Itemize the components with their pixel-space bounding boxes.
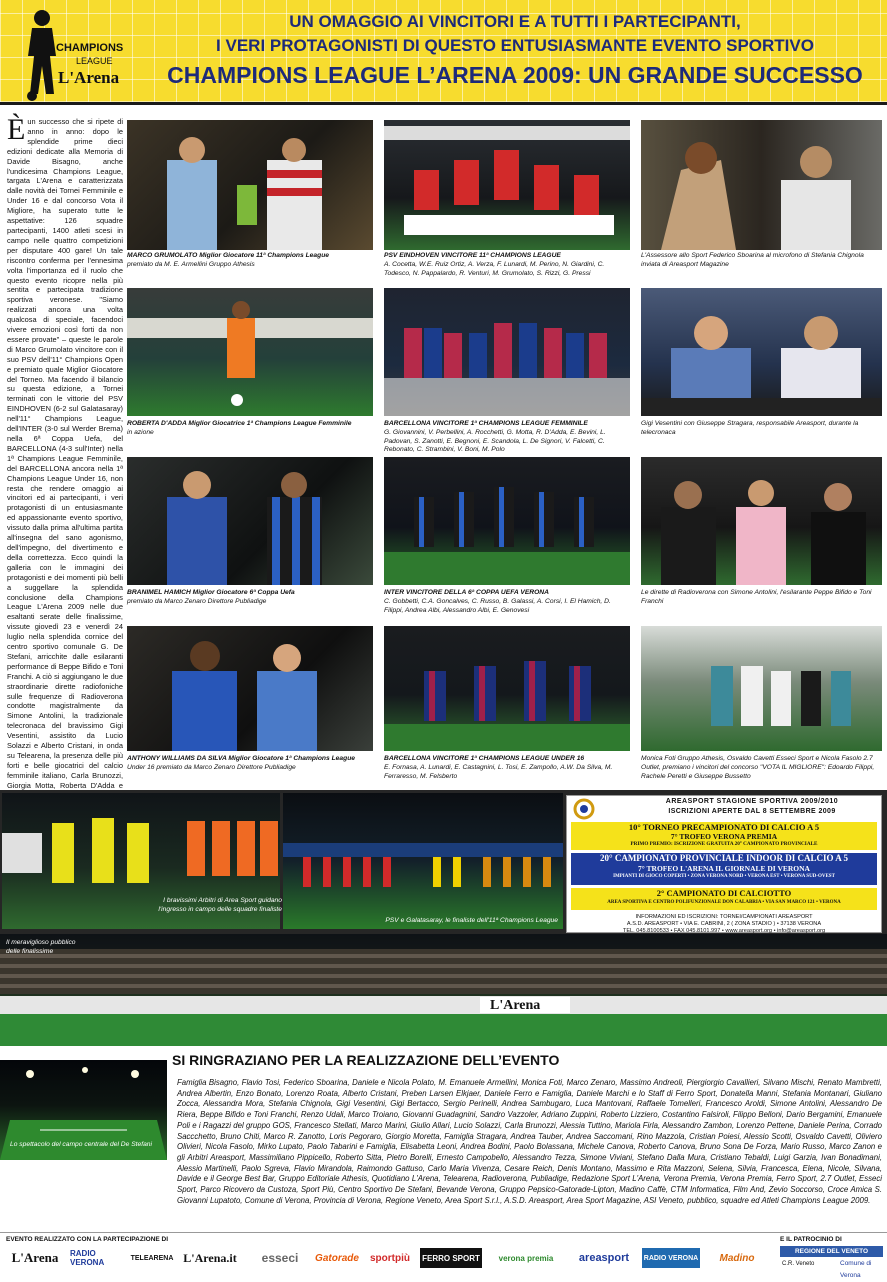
logo-arena: L'Arena	[11, 1250, 59, 1265]
photo-audience-scene	[0, 934, 887, 1046]
caption-6: Gigi Vesentini con Giuseppe Stragara, responsabile Areasport, durante la telecronaca	[641, 420, 859, 436]
caption-stadium: Lo spettacolo del campo centrale del De Stefani	[10, 1141, 153, 1148]
photo-stadium	[0, 1060, 167, 1160]
caption-5: BARCELLONA VINCITORE 1ª CHAMPIONS LEAGUE FEMMINILE G. Giovannini, V. Perbellini, A. Rocchetti, G. Motta, R. D'Adda, E. Bevini, L. Padovan, S. Zanotti, E. Begnoni, E. Scandola, L. De Signori, V. Falcetti, C. Rebonato, C. Strambini, V. Boni, M. Polo	[384, 420, 606, 454]
photo-radioverona	[641, 457, 882, 585]
headline-1: UN OMAGGIO AI VINCITORI E A TUTTI I PARTECIPANTI,	[289, 12, 741, 31]
caption-8: INTER VINCITORE DELLA 6ª COPPA UEFA VERONA C. Gobbetti, C.A. Goncalves, C. Russo, B. Galassi, A. Corsi, I. El Hamich, D. Filippi, Andrea Albi, Alessandro Albi, E. Genovesi	[384, 589, 611, 614]
box2-line3: IMPIANTI DI GIOCO COPERTI • ZONA VERONA NORD • VERONA EST • VERONA SUD-OVEST	[613, 874, 835, 879]
photo-dadda	[127, 288, 373, 416]
box3-line2: AREA SPORTIVA E CENTRO POLIFUNZIONALE DON CALABRIA • VIA SAN MARCO 121 • VERONA	[607, 900, 841, 905]
photo-psv-team	[384, 120, 630, 250]
logo-ferrosport: FERRO SPORT	[420, 1248, 482, 1268]
logo-esseci: esseci	[261, 1251, 299, 1265]
photo-referees	[2, 793, 280, 929]
caption-12: Monica Foti Gruppo Athesis, Osvaldo Cavetti Esseci Sport e Nicola Fasolo 2.7 Outlet, premiano i vincitori del concorso "VOTA IL MIGLIORE": Edoardo Filippi, Rachele Peretti e Giuseppe Bussetto	[641, 755, 875, 780]
logo-line2: LEAGUE	[76, 56, 113, 66]
box1-line2: 7° TROFEO VERONA PREMIA	[670, 832, 778, 841]
registration-box	[566, 795, 882, 933]
photo-barcellona-femminile	[384, 288, 630, 416]
caption-11: BARCELLONA VINCITORE 1ª CHAMPIONS LEAGUE UNDER 16 E. Fornasa, A. Lunardi, E. Castagnini, L. Tosi, E. Zampollo, A.W. Da Silva, M. Ferraresso, M. Felsberto	[384, 755, 613, 780]
arena-banner: L'Arena	[490, 998, 541, 1013]
caption-7: BRANIMEL HAMICH Miglior Giocatore 6ª Coppa Uefa premiato da Marco Zenaro Direttore Publiadige	[127, 589, 295, 605]
caption-2: PSV EINDHOVEN VINCITORE 11ª CHAMPIONS LEAGUE A. Cocetta, W.E. Ruiz Ortiz, A. Verza, F. Lunardi, M. Perino, N. Giardini, C. Todesco, N. Pappalardo, R. Venturi, M. Grumolato, S. Rizzi, G. Pressi	[384, 252, 605, 277]
drop-cap: È	[7, 113, 26, 146]
photo-vota-il-migliore	[641, 626, 882, 751]
registration-subtitle: ISCRIZIONI APERTE DAL 8 SETTEMBRE 2009	[668, 808, 836, 815]
logo-areasport: areasport	[578, 1252, 630, 1264]
logo-gatorade: Gatorade	[315, 1252, 359, 1264]
headline-3: CHAMPIONS LEAGUE L’ARENA 2009: UN GRANDE SUCCESSO	[167, 62, 863, 88]
photo-vesentini-figures	[641, 288, 882, 416]
tournament-box-2	[571, 853, 877, 885]
caption-10: ANTHONY WILLIAMS DA SILVA Miglior Giocatore 1ª Champions League Under 16 premiato da Marco Zenaro Direttore Publiadige	[127, 755, 356, 771]
box2-line1: 20° CAMPIONATO PROVINCIALE INDOOR DI CALCIO A 5	[599, 853, 849, 863]
photo-inter-figures	[384, 457, 630, 585]
caption-audience: Il meraviglioso pubblico delle finalissime	[6, 939, 76, 955]
photo-sboarina-interview	[641, 120, 882, 250]
photo-vesentini	[641, 288, 882, 416]
photo-grumolato-figures	[127, 120, 373, 250]
logo-telearena: TELEARENA	[130, 1254, 174, 1262]
thanks-title: SI RINGRAZIANO PER LA REALIZZAZIONE DELL’EVENTO	[172, 1052, 560, 1068]
photo-radio-figures	[641, 457, 882, 585]
photo-barcellona-u16	[384, 626, 630, 751]
logo-line1: CHAMPIONS	[56, 42, 124, 54]
areasport-logo-icon	[573, 798, 619, 820]
sponsor-label: EVENTO REALIZZATO CON LA PARTECIPAZIONE DI	[6, 1236, 169, 1243]
champions-league-logo	[14, 4, 134, 102]
patron-label: E IL PATROCINIO DI	[780, 1236, 842, 1243]
logo-regione-veneto: REGIONE DEL VENETO	[780, 1246, 883, 1257]
page-header	[0, 0, 887, 105]
photo-interview-figures	[641, 120, 882, 250]
box1-line3: PRIMO PREMIO: ISCRIZIONE GRATUITA 20° CAMPIONATO PROVINCIALE	[630, 841, 818, 847]
caption-referees: I bravissimi Arbitri di Area Sport guidano l'ingresso in campo delle squadre finaliste	[158, 897, 282, 913]
logo-radioverona-2: RADIO VERONA	[642, 1248, 700, 1268]
logo-madino: Madino	[719, 1252, 755, 1264]
photo-hamich-figures	[127, 457, 373, 585]
caption-psv-galatasaray: PSV e Galatasaray, le finaliste dell'11ª Champions League	[385, 917, 558, 924]
caption-9: Le dirette di Radioverona con Simone Antolini, l'esilarante Peppe Bifido e Toni Franchi	[641, 589, 872, 605]
thanks-text: Famiglia Bisagno, Flavio Tosi, Federico Sboarina, Daniele e Nicola Polato, M. Emanuele Armellini, Monica Foti, Marco Zenaro, Massimo Andreoli, Piergiorgio Cavallieri, Silvano Mischi, Renato Mambretti, Andrea Albertin, Enzo Bonato, Lorenzo Roata, Alberto Cristani, Preben Larsen Elkjaer, Daniele Ferro e Famiglia, Daniele Marchi e lo Staff di Ferro Sport, Donatella Manni, Stefania Montanari, Giuliano Zocca, Alessandra Mora, Stefania Chignola, Gigi Vesentini, Gigi Bertacco, Sergio Perinelli, Andrea Sambugaro, Luca Mantovani, Raffaele Tomelleri, Francesco Aroldi, Simone Antolini, Alessandro De Riera, Beppe Bifido e Toni Franchi, Renzo Udali, Marco Troiano, Giovanni Guadagnini, Sandro Vazzoler, Adriano Zuppini, Roberto Lizziero, Costantino Falsiroli, Filippo Belloni, Dario Bergamini, Emanuele Poli e i Ragazzi del gruppo GOS, Francesco Stellati, Marco Marini, Giulio Allari, Lucio Solazzi, Carla Brunozzi, Alessia Tuttino, Mariola Firla, Alessandro Zambon, Lorenzo Pettene, Daniele Perina, Corrado Saccchetto, Bruno Chiti, Marco R. Zanotto, Loris Pegoraro, Giorgio Moretta, Famiglia Stragara, Andrea Tauber, Andrea Saccomani, Rino Mazzola, Cristian Poiesi, Alessio Scotti, Osvaldo Cavetti, Oliviero Olivieri, Nicola Fasolo, Mirko Lupato, Paolo Tabarini e Famiglia, Elisabetta Leoni, Andrea Bodini, Paolo Bolassana, Michele Canova, Roberto Canova, Bruno Sona De Forza, Mario Russo, Marco Zanon e gli Arbitri Areasport, Massimiliano Pippicello, Roberto Sitta, Pietro Borelli, Ernesto Campobello, Alessandro Tezza, Simone Viviani, Stefano Dalla Mura, Cristiano Tebaldi, Luigi Garzia, Ivan Bonadimani, Alessio Martinelli, Paolo Sgreva, Flavio Mirandola, Raimondo Gattuso, Carlo Maria Vivenza, Cesare Reich, Denis Montano, Massimo e Rita Mazzoni, Selena, Silvia, Francesca, Elena, Nicole, Silvana, Davide e il George Best Bar, Gruppo Editoriale Athesis, Quotidiano L'Arena, Telearena, Radioverona, Publiadige, Redazione Sport L'Arena, Verona Premia, Verona Premia, Ferro Sport, 2.7 Outlet, Esseci Sport, Parco Ricovero da Custoza, Sport Più, Centro Sportivo De Stefani, Bevande Verona, Gruppo Pepsico-Gatorade-Lipton, Madino Caffè, CTM Informatica, Film And, Zevio Soccorso, Croce Amica S. Giovanni Lupatoto, Comune di Verona, Provincia di Verona, Regione Veneto, Area Sport S.r.l., A.S.D. Areasport, Area Sport Magazine, ASI Veneto, pubblico, squadre ed Atleti Champions League 2009.	[177, 1078, 882, 1205]
photo-da-silva	[127, 626, 373, 751]
registration-info: INFORMAZIONI ED ISCRIZIONI: TORNEI/CAMPIONATI AREASPORT A.S.D. AREASPORT • VIA E. CABRINI, 2 ( ZONA STADIO ) • 37138 VERONA TEL. 045.8100533 • FAX 045.8101.997 • www.areasport.org • info@areasport.org	[622, 914, 826, 934]
photo-vota-figures	[641, 626, 882, 751]
logo-verona-premia: verona premia	[498, 1253, 554, 1263]
caption-1: MARCO GRUMOLATO Miglior Giocatore 11ª Champions League premiato da M. E. Armellini Gruppo Athesis	[127, 252, 330, 268]
photo-audience	[0, 934, 887, 1046]
logo-comune-verona: Comune di Verona	[840, 1260, 872, 1279]
article-column	[7, 113, 123, 797]
headline-2: I VERI PROTAGONISTI DI QUESTO ENTUSIASMANTE EVENTO SPORTIVO	[216, 36, 814, 55]
tournament-box-3	[571, 888, 877, 910]
box3-line1: 2° CAMPIONATO DI CALCIOTTO	[656, 888, 792, 898]
sponsor-divider	[0, 1232, 887, 1233]
photo-finalists-figures	[283, 793, 563, 929]
photo-u16-figures	[384, 626, 630, 751]
article-text: un successo che si ripete di anno in anno: dopo le splendide prime dieci edizioni dedicate alla Memoria di Davide Bisagno, anche l'undicesima Champions League, targata L'Arena e caratterizzata dalle novità dei Tornei Femminile e Under 16 e dal concorso Vota il Migliore, ha superato tutte le aspettative: 126 squadre partecipanti, 1400 atleti scesi in campo nelle quattro competizioni per disputare 400 gare! Un tale riscontro conferma per l'ennesima volta l'importanza ed il ruolo che questo evento ricopre nella più sentita e partecipata tradizione sportiva veronese. "Siamo realizzati ancora una volta qualcosa di speciale, facendoci vivere emozioni così forti da non essere provate" – queste le parole di Marco Grumolato vincitore con il suo PSV dell'11° Champions Open e premiato quale Miglior Giocatore del Torneo. Ma facendo il bilancio su questa edizione, a Tornei terminati con le vittorie del PSV EINDHOVEN (6-2 sul Galatasaray) nell'11° Champions League, dell'INTER (3-0 sul Werder Brema) nella 6ª Coppa Uefa, del BARCELLONA (4-3 sull'Inter) nella 1ª Champions League Femminile, del BARCELLONA ancora nella 1ª Champions League Under 16, non resta che rendere omaggio ai vincitori ed ai partecipanti, i veri protagonisti di un entusiasmante ed appassionante evento sportivo, vissuto dalla prima all'ultima partita all'insegna del sano agonismo, dell'impegno, del divertimento e della correttezza. Ecco quindi la galleria con le immagini dei protagonisti e dei momenti più belli a suggellare la splendida conclusione della Champions League L'Arena 2009 nelle due esaltanti serate delle finalissime, vissute giovedì 23 e venerdì 24 luglio nella splendida cornice del centro sportivo comunale G. De Stefani, arricchite dalle esilaranti performance di Beppe Bifido e Toni Franchi. A ciò si aggiungano le due straordinarie dirette radiofoniche sulle frequenze di Radioverona condotte magistralmente da Simone Antolini, la tradizionale telecronaca del bravissimo Gigi Vesentini, assistito da Lucio Solazzi e Alberto Cristani, in onda su Telearena, la presenza delle più forti e belle giocatrici del calcio femminile italiano, Carla Brunozzi, Giorgia Motta, Roberta D'Adda e	[7, 117, 123, 790]
photo-inter-team	[384, 457, 630, 585]
photo-grumolato	[127, 120, 373, 250]
box2-line2: 7° TROFEO L'ARENA IL GIORNALE DI VERONA	[638, 864, 810, 873]
logo-arena-it: L'Arena.it	[183, 1250, 237, 1265]
registration-title: AREASPORT STAGIONE SPORTIVA 2009/2010	[665, 798, 839, 805]
photo-femminile-figures	[384, 288, 630, 416]
logo-sportpiu: sportpiù	[370, 1252, 410, 1264]
photo-dadda-figures	[127, 288, 373, 416]
box1-line1: 10° TORNEO PRECAMPIONATO DI CALCIO A 5	[628, 822, 820, 832]
logo-radioverona: RADIO VERONA	[70, 1249, 105, 1267]
caption-4: ROBERTA D'ADDA Miglior Giocatrice 1ª Champions League Femminile in azione	[127, 420, 352, 436]
tournament-box-1	[571, 822, 877, 850]
photo-psv-galatasaray	[283, 793, 563, 929]
logo-line3: L'Arena	[58, 68, 120, 87]
caption-3: L'Assessore allo Sport Federico Sboarina al microfono di Stefania Chignola inviata di Areasport Magazine	[641, 252, 864, 268]
photo-psv-figures	[384, 120, 630, 250]
photo-hamich	[127, 457, 373, 585]
photo-dasilva-figures	[127, 626, 373, 751]
logo-cr-veneto: C.R. Veneto	[782, 1261, 815, 1267]
